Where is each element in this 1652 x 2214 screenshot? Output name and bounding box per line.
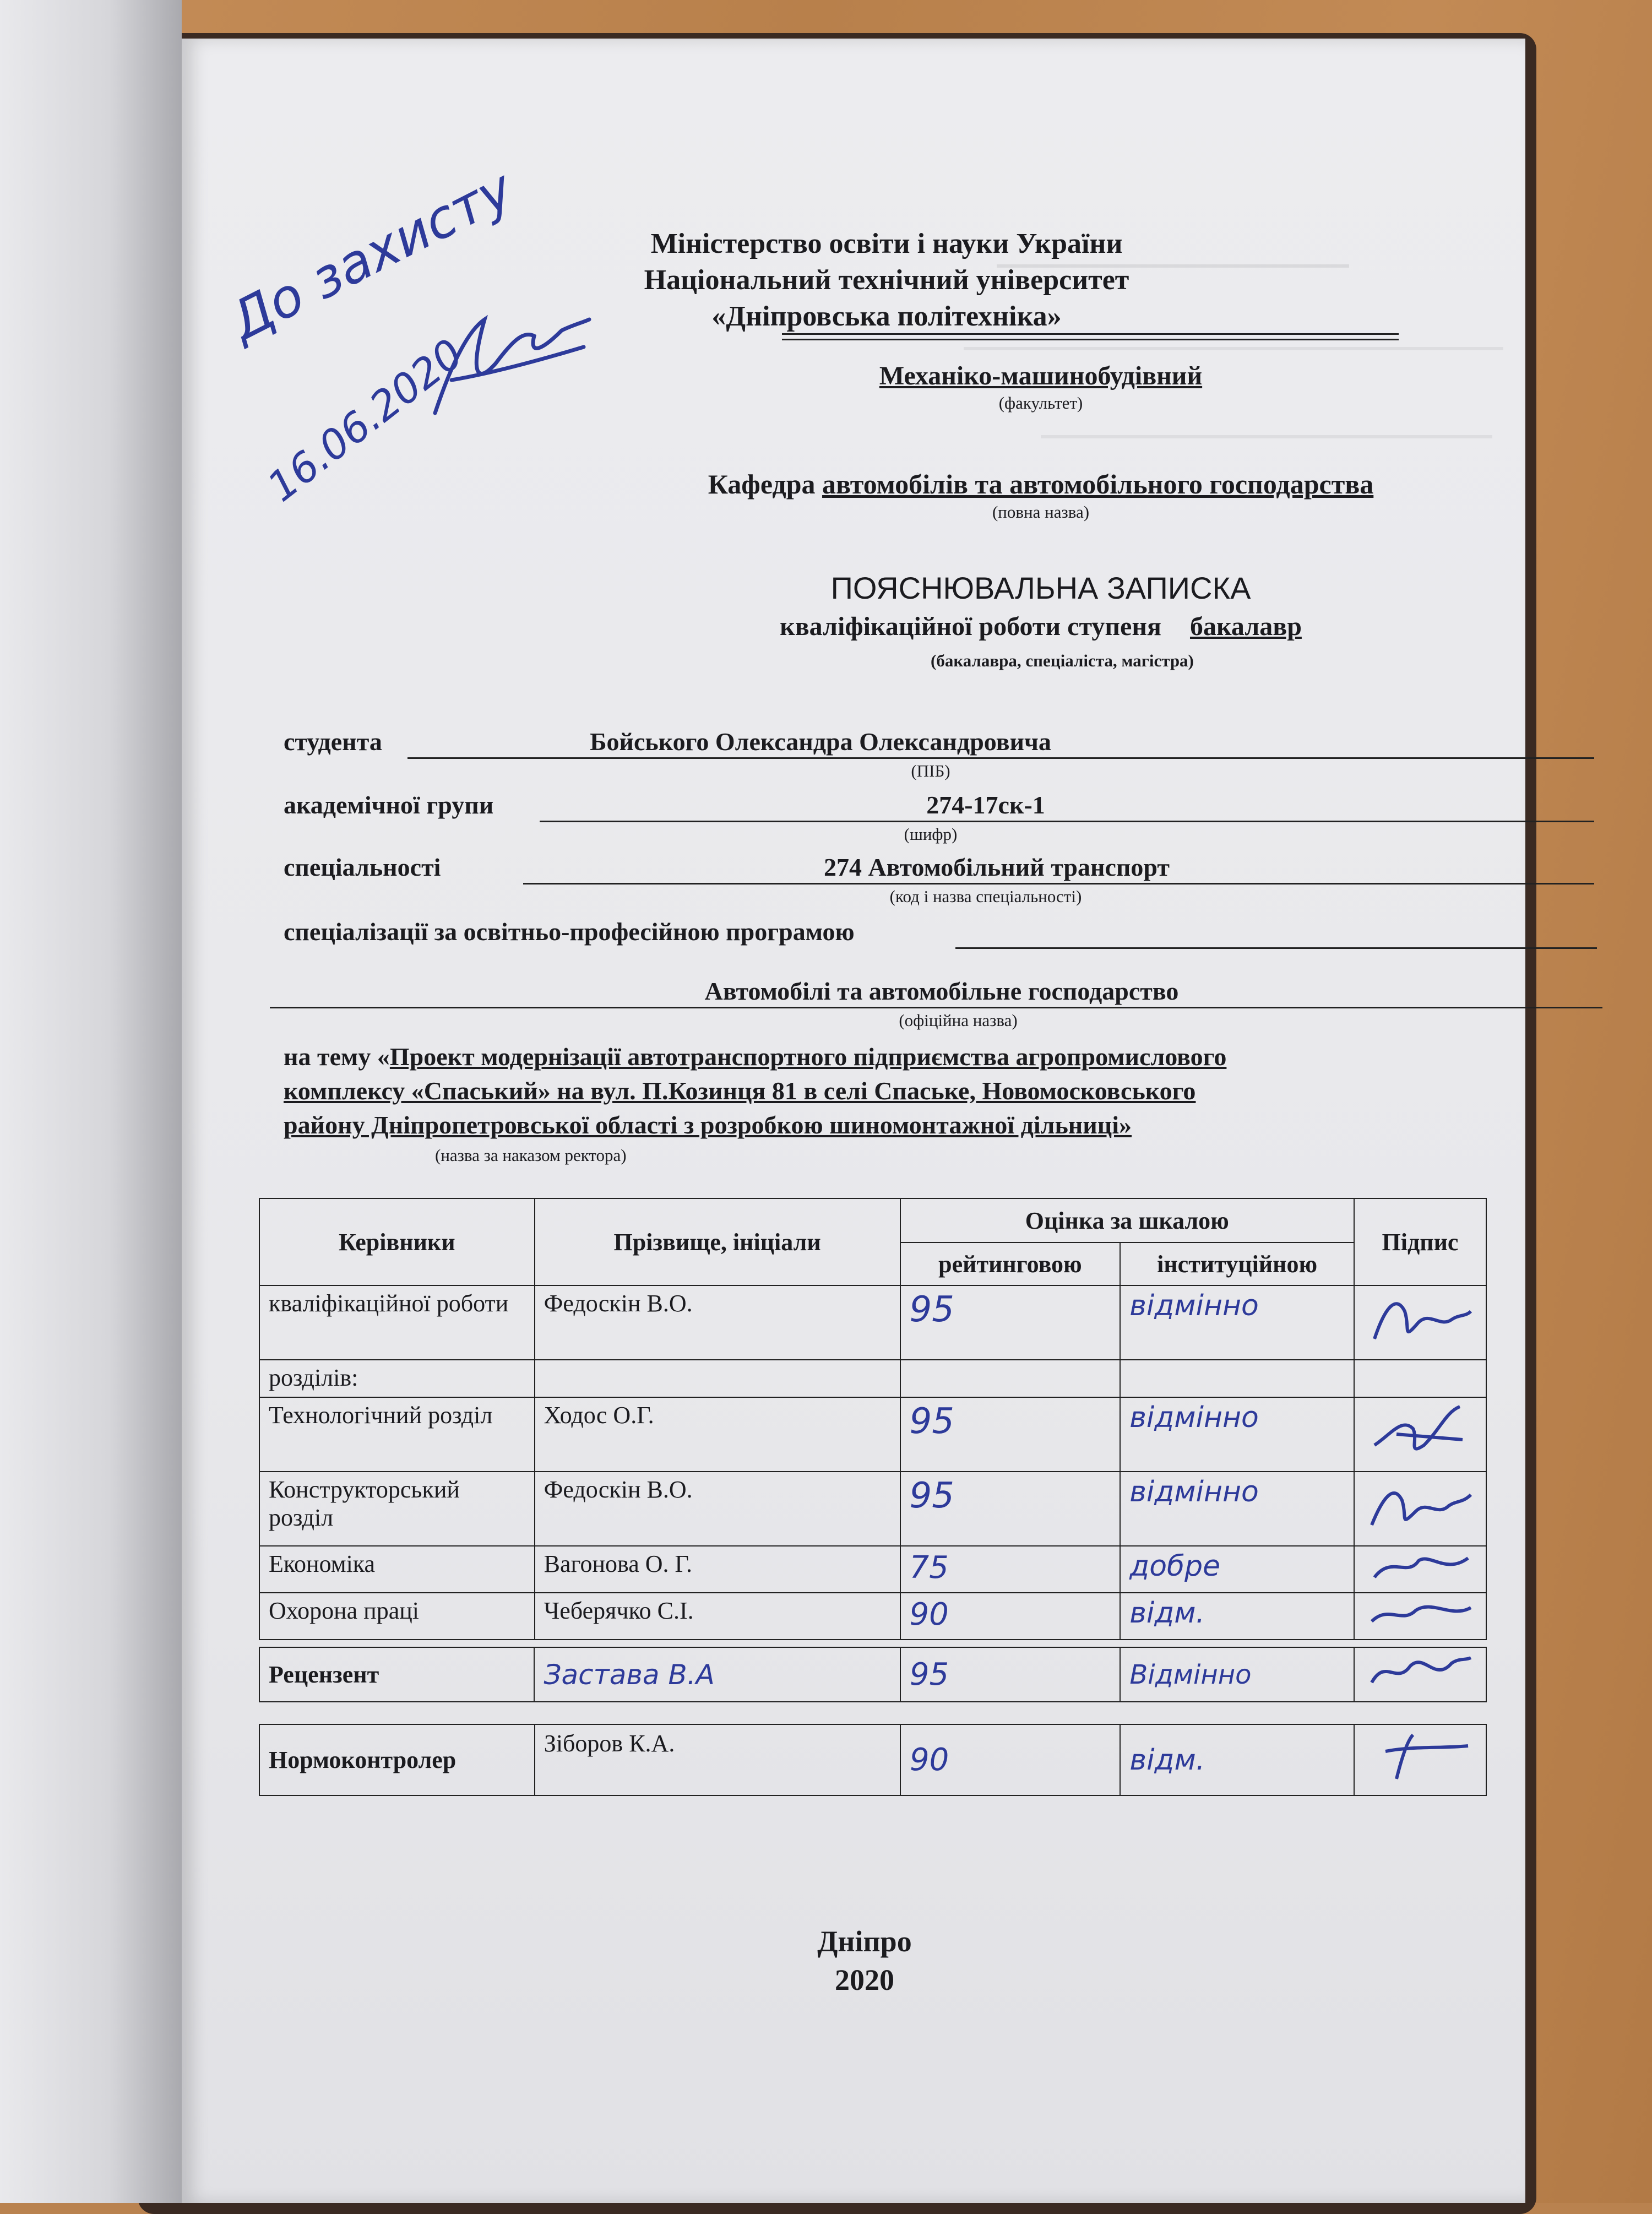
row-name: Федоскін В.О. [535, 1472, 900, 1546]
row-role: Економіка [259, 1546, 535, 1593]
degree-caption: (бакалавра, спеціаліста, магістра) [931, 651, 1194, 670]
topic-caption: (назва за наказом ректора) [435, 1146, 627, 1165]
ministry-name: Міністерство освіти і науки України [650, 228, 1123, 259]
specialty-caption: (код і назва спеціальності) [889, 887, 1082, 906]
row-inst: відмінно [1129, 1401, 1259, 1434]
student-value: Бойського Олександра Олександровича [590, 728, 1051, 756]
reviewer-inst: Відмінно [1129, 1659, 1252, 1690]
header-rating: рейтинговою [900, 1242, 1121, 1285]
department-prefix: Кафедра [708, 469, 816, 500]
faculty-value: Механіко-машинобудівний [879, 361, 1203, 390]
university-name: Національний технічний університет [644, 264, 1129, 296]
row-rating: 90 [909, 1597, 949, 1632]
header-rule-2 [782, 339, 1399, 340]
norm-inst: відм. [1129, 1743, 1205, 1777]
group-label: академічної групи [284, 791, 494, 819]
norm-table [259, 1724, 1487, 1796]
table-row [259, 1546, 1486, 1593]
row-inst: відмінно [1129, 1289, 1259, 1322]
signature-icon [1363, 1550, 1474, 1583]
norm-rating: 90 [909, 1742, 949, 1778]
row-name: Чеберячко С.І. [535, 1593, 900, 1640]
header-grade: Оцінка за шкалою [900, 1198, 1354, 1242]
faculty-block [545, 361, 1536, 413]
footer [754, 1922, 975, 1999]
student-label: студента [284, 728, 382, 756]
topic-block [284, 1040, 1226, 1142]
specialty-label: спеціальності [284, 853, 441, 881]
row-role: кваліфікаційної роботи [259, 1285, 535, 1360]
signature-icon [1363, 1289, 1474, 1350]
department-value: автомобілів та автомобільного господарства [822, 469, 1374, 500]
footer-year: 2020 [835, 1963, 894, 1996]
specialty-value: 274 Автомобільний транспорт [824, 853, 1170, 881]
norm-label: Нормоконтролер [259, 1724, 535, 1795]
header-signature: Підпис [1354, 1198, 1486, 1285]
group-value: 274-17ск-1 [926, 791, 1045, 819]
table-row [259, 1397, 1486, 1472]
row-inst: відм. [1129, 1597, 1205, 1630]
header-name: Прізвище, ініціали [535, 1198, 900, 1285]
row-inst: добре [1129, 1550, 1221, 1583]
footer-city: Дніпро [817, 1925, 912, 1958]
document-page [182, 39, 1525, 2203]
header-block [474, 226, 1300, 335]
degree-line [380, 611, 1652, 642]
header-supervisors: Керівники [259, 1198, 535, 1285]
specialization-line-1 [955, 947, 1597, 949]
faculty-caption: (факультет) [998, 393, 1083, 413]
document-title: ПОЯСНЮВАЛЬНА ЗАПИСКА [830, 571, 1251, 605]
handwritten-date: 16.06.2020 [259, 330, 472, 511]
table-row [259, 1285, 1486, 1360]
student-line [407, 757, 1594, 759]
reviewer-name: Застава В.А [544, 1658, 715, 1691]
specialization-label: спеціалізації за освітньо-професійною програмою [284, 918, 855, 946]
row-role: Конструкторський розділ [259, 1472, 535, 1546]
row-role: Охорона праці [259, 1593, 535, 1640]
reviewer-table [259, 1647, 1487, 1702]
table-row [259, 1472, 1486, 1546]
row-name: Федоскін В.О. [535, 1285, 900, 1360]
specialization-line-2 [270, 1007, 1602, 1008]
signature-icon [1363, 1475, 1474, 1536]
row-rating: 95 [909, 1401, 954, 1442]
row-name: Ходос О.Г. [535, 1397, 900, 1472]
topic-line-1: Проект модернізації автотранспортного підприємства агропромислового [389, 1043, 1227, 1071]
bleed-through-3 [1041, 413, 1492, 438]
grades-table [259, 1198, 1487, 1640]
table-row [259, 1360, 1486, 1397]
reviewer-label: Рецензент [259, 1647, 534, 1702]
row-inst: відмінно [1129, 1475, 1259, 1508]
left-page-edge [0, 0, 182, 2203]
topic-line-2: комплексу «Спаський» на вул. П.Козинця 81 в селі Спаське, Новомосковського [284, 1077, 1196, 1105]
degree-prefix: кваліфікаційної роботи ступеня [780, 612, 1161, 641]
student-caption: (ПІБ) [911, 761, 950, 780]
table-row [259, 1593, 1486, 1640]
row-role: розділів: [259, 1360, 535, 1397]
norm-name: Зіборов К.А. [535, 1724, 900, 1795]
header-institutional: інституційною [1120, 1242, 1354, 1285]
norm-signature-icon [1363, 1729, 1474, 1784]
topic-line-3: району Дніпропетровської області з розробкою шиномонтажної дільниці» [284, 1111, 1132, 1139]
handwritten-note: До захисту [220, 158, 523, 352]
row-rating [900, 1360, 1121, 1397]
row-name [535, 1360, 900, 1397]
row-inst [1120, 1360, 1354, 1397]
specialization-caption: (офіційна назва) [899, 1011, 1018, 1030]
department-block [380, 468, 1652, 522]
department-caption: (повна назва) [992, 502, 1090, 522]
signature-icon [1363, 1401, 1474, 1462]
group-caption: (шифр) [904, 824, 958, 844]
reviewer-rating: 95 [909, 1657, 949, 1692]
degree-value: бакалавр [1189, 612, 1302, 641]
reviewer-signature-icon [1363, 1652, 1474, 1691]
group-line [540, 821, 1594, 822]
specialty-line [523, 883, 1594, 884]
topic-label: на тему « [284, 1043, 390, 1071]
row-name: Вагонова О. Г. [535, 1546, 900, 1593]
row-rating: 75 [909, 1550, 949, 1586]
row-rating: 95 [909, 1475, 954, 1516]
specialization-value: Автомобілі та автомобільне господарство [704, 977, 1179, 1005]
row-role: Технологічний розділ [259, 1397, 535, 1472]
header-rule-1 [782, 333, 1399, 335]
university-title: «Дніпровська політехніка» [711, 301, 1062, 332]
row-rating: 95 [909, 1289, 954, 1330]
signature-icon [1363, 1597, 1474, 1630]
